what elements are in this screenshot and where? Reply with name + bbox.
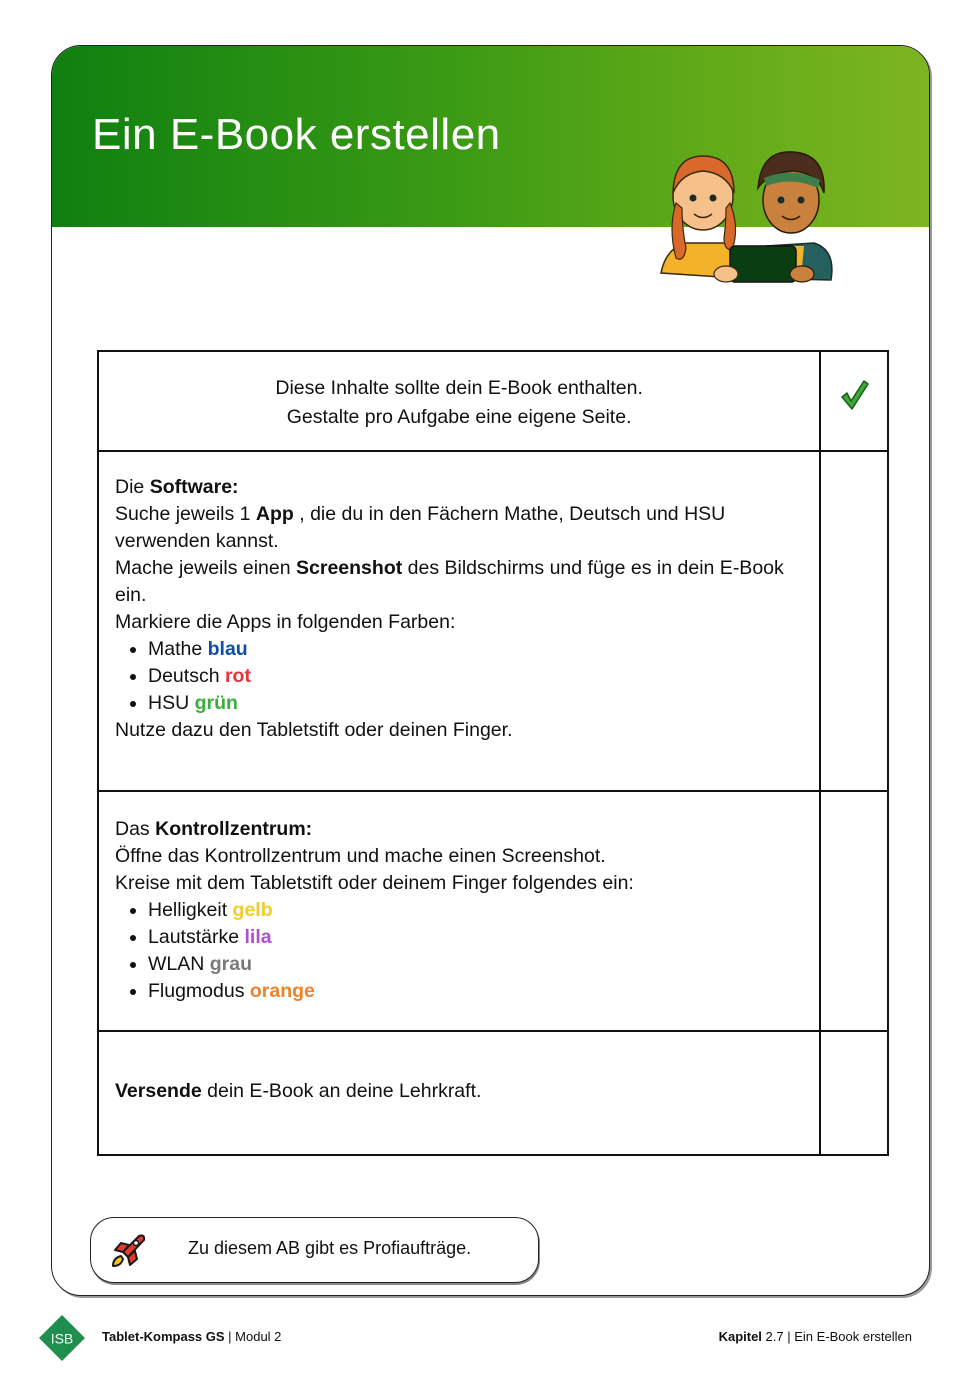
- check-header-cell: [820, 351, 888, 451]
- header-line-1: Diese Inhalte sollte dein E-Book enthalten.: [275, 377, 643, 399]
- page-title: Ein E-Book erstellen: [92, 110, 501, 159]
- footer-module-label: Tablet-Kompass GS | Modul 2: [102, 1329, 282, 1344]
- table-row: [98, 1031, 888, 1155]
- task-checklist-table: [97, 350, 889, 1156]
- list-item: WLAN grau: [148, 951, 803, 978]
- table-header-row: [98, 351, 888, 451]
- list-item: Flugmodus orange: [148, 978, 803, 1005]
- control-center-task: Das Kontrollzentrum: Öffne das Kontrollzentrum und mache einen Screenshot. Kreise mit dem Tabletstift oder deinem Finger folgendes ein: Helligkeit gelb Lautstärke lila WLAN grau Flugmodus orange: [99, 792, 819, 1030]
- table-header-cell: [98, 351, 820, 451]
- table-row: [98, 451, 888, 791]
- pro-tasks-hint: [90, 1217, 539, 1283]
- tablet-illustration: [730, 246, 796, 282]
- table-row: [98, 791, 888, 1031]
- checkbox-cell[interactable]: [820, 791, 888, 1031]
- list-item: Lautstärke lila: [148, 924, 803, 951]
- send-task: Versende dein E-Book an deine Lehrkraft.: [115, 1080, 482, 1102]
- header-line-2: Gestalte pro Aufgabe eine eigene Seite.: [286, 406, 632, 428]
- svg-text:ISB: ISB: [50, 1330, 74, 1347]
- control-center-heading: Kontrollzentrum:: [155, 818, 313, 840]
- list-item: HSU grün: [148, 690, 803, 717]
- checkbox-cell[interactable]: [820, 451, 888, 791]
- app-color-list: [115, 636, 803, 717]
- checkbox-cell[interactable]: [820, 1031, 888, 1155]
- footer-chapter-label: Kapitel 2.7 | Ein E-Book erstellen: [718, 1329, 912, 1344]
- isb-logo: [38, 1314, 86, 1362]
- list-item: Helligkeit gelb: [148, 897, 803, 924]
- list-item: Mathe blau: [148, 636, 803, 663]
- list-item: Deutsch rot: [148, 663, 803, 690]
- girl-illustration: [661, 156, 737, 278]
- rocket-icon: [109, 1230, 149, 1270]
- children-with-tablet-illustration: [646, 138, 856, 288]
- software-heading: Software:: [149, 476, 239, 498]
- control-color-list: [115, 897, 803, 1005]
- software-task: Die Software: Suche jeweils 1 App , die du in den Fächern Mathe, Deutsch und HSU verwenden kannst. Mache jeweils einen Screenshot des Bildschirms und füge es in dein E-Book ein. Markiere die Apps in folgenden Farben: Mathe blau Deutsch rot HSU grün Nutze dazu den Tabletstift oder deinen Finger.: [99, 452, 819, 790]
- checkmark-icon: [839, 378, 869, 412]
- hint-text: Zu diesem AB gibt es Profiaufträge.: [188, 1238, 472, 1258]
